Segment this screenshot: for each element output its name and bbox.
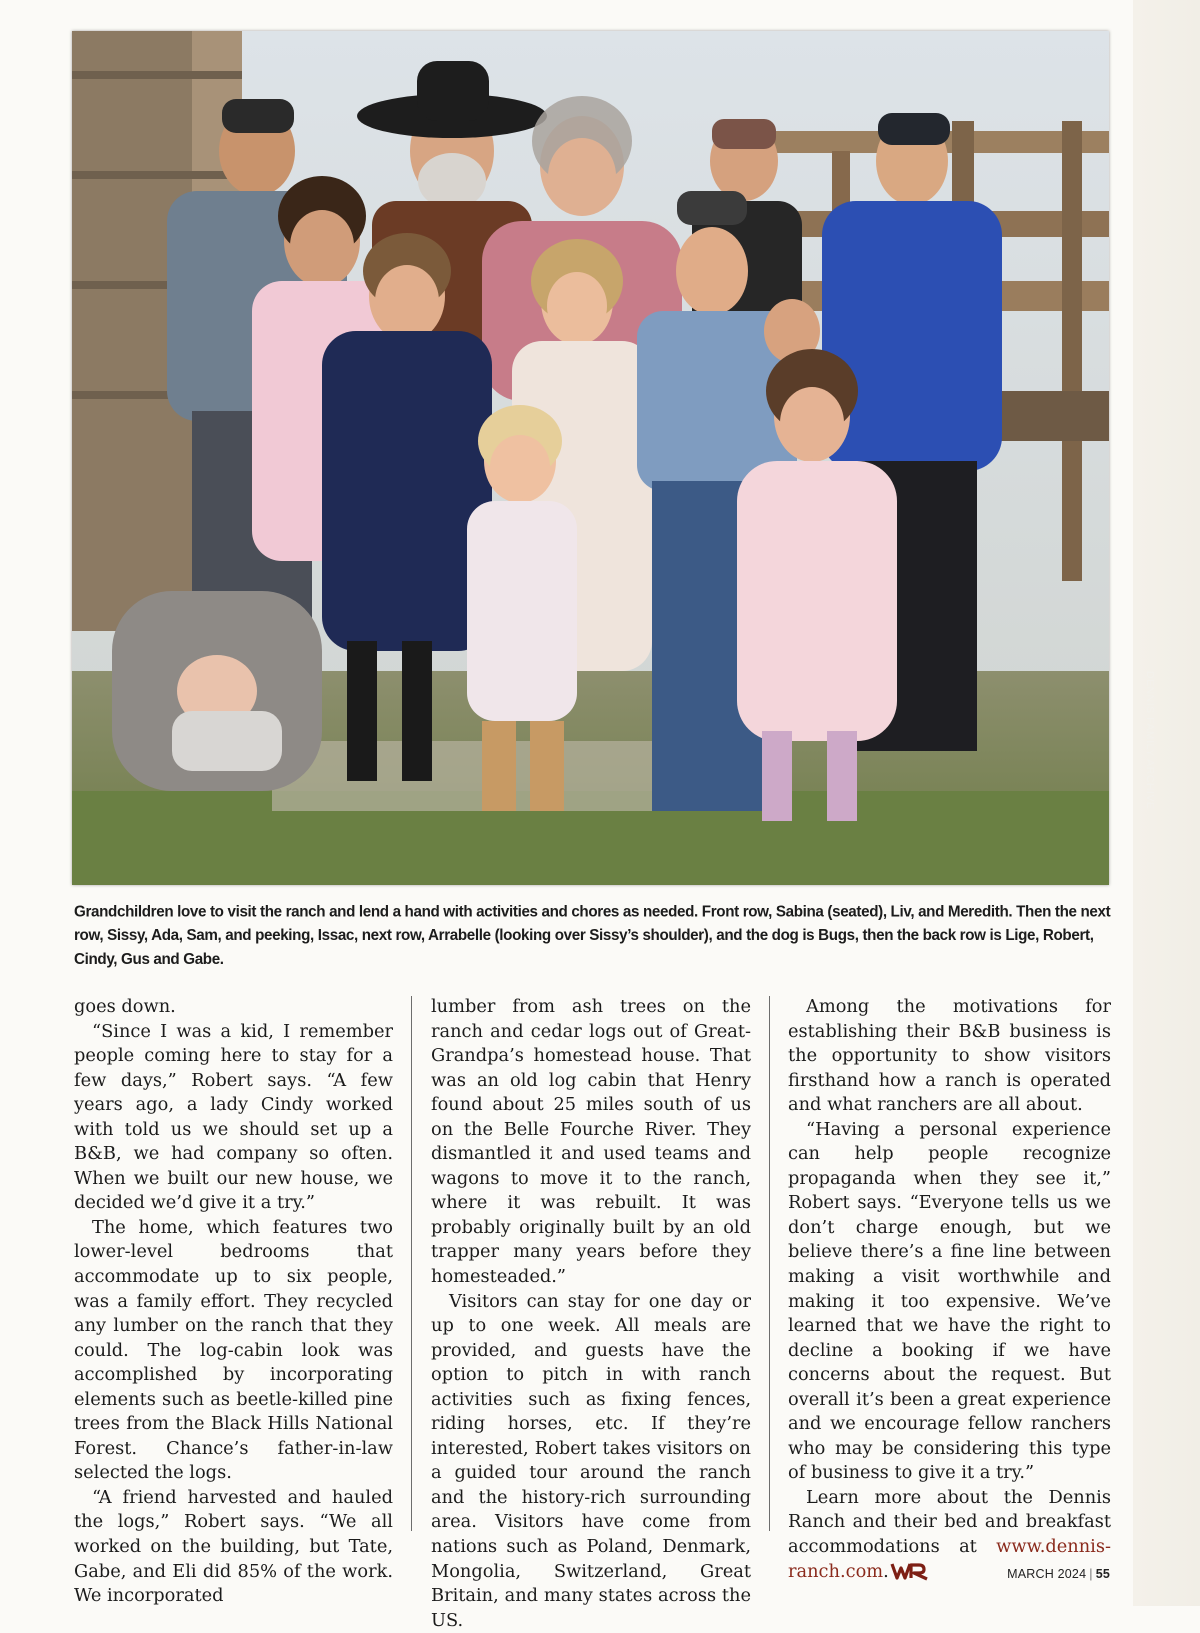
- closing-text: Learn more about the Dennis Ranch and their bed and breakfast accommodations at: [788, 1486, 1111, 1558]
- photo-credit: DENNIS FAMILY ARCHIVE: [1144, 671, 1156, 810]
- article-column-1: [74, 995, 393, 1609]
- family-photo: [72, 31, 1156, 885]
- paragraph: Visitors can stay for one day or up to one week. All meals are provided, and guests have the option to pitch in with ranch activities such as fixing fences, riding horses, etc. If they’re interested, Robert takes visitors on a guided tour around the ranch and the history-rich surrounding area. Visitors have come from nations such as Poland, Denmark, Mongolia, Switzerland, Great Britain, and many states across the US.: [431, 1290, 751, 1631]
- column-rule: [411, 996, 412, 1531]
- issue-date: MARCH 2024: [1007, 1567, 1087, 1581]
- article-column-3: [788, 995, 1111, 1584]
- article-column-2: [431, 995, 751, 1633]
- paragraph: “A friend harvested and hauled the logs,” Robert says. “We all worked on the building, but Tate, Gabe, and Eli did 85% of the work. We incorporated: [74, 1486, 393, 1607]
- paragraph: lumber from ash trees on the ranch and cedar logs out of Great-Grandpa’s homestead house. That was an old log cabin that Henry found about 25 miles south of us on the Belle Fourche River. They dismantled it and used teams and wagons to move it to the ranch, where it was rebuilt. It was probably originally built by an old trapper many years before they homesteaded.”: [431, 996, 751, 1288]
- infant-car-seat: [112, 591, 322, 791]
- wr-logo-icon: [891, 1562, 929, 1580]
- column-rule: [769, 996, 770, 1531]
- paragraph: The home, which features two lower-level bedrooms that accommodate up to six people, was a family effort. They recycled any lumber on the ranch that they could. The log-cabin look was accomplished by incorporating elements such as beetle-killed pine trees from the Black Hills National Forest. Chance’s father-in-law selected the logs.: [74, 1216, 393, 1484]
- paragraph: “Having a personal experience can help people recognize propaganda when they see it,” Robert says. “Everyone tells us we don’t charge enough, but we believe there’s a fine line between making a visit worthwhile and making it too expensive. We’ve learned that we have the right to decline a booking if we have concerns about the request. But overall it’s been a great experience and we encourage fellow ranchers who may be considering this type of business to give it a try.”: [788, 1118, 1111, 1484]
- family-photo-illustration: [72, 31, 1109, 885]
- link-end: .: [883, 1560, 889, 1582]
- paragraph: “Since I was a kid, I remember people coming here to stay for a few days,” Robert says. “A few years ago, a lady Cindy worked with told us we should set up a B&B, we had company so often. When we built our new house, we decided we’d give it a try.”: [74, 1020, 393, 1214]
- page-folio: [1007, 1567, 1110, 1581]
- website-link[interactable]: www.dennis-ranch.com: [788, 1536, 1111, 1582]
- photo-caption: Grandchildren love to visit the ranch and lend a hand with activities and chores as needed. Front row, Sabina (seated), Liv, and Meredith. Then the next row, Sissy, Ada, Sam, and peeking, Issac, next row, Arrabelle (looking over Sissy’s shoulder), and the dog is Bugs, then the back row is Lige, Robert, Cindy, Gus and Gabe.: [74, 903, 1111, 968]
- paragraph: goes down.: [74, 996, 176, 1017]
- paragraph: Among the motivations for establishing their B&B business is the opportunity to show visitors firsthand how a ranch is operated and what ranchers are all about.: [788, 996, 1111, 1116]
- page-number: 55: [1095, 1567, 1110, 1581]
- folio-separator: |: [1089, 1567, 1093, 1581]
